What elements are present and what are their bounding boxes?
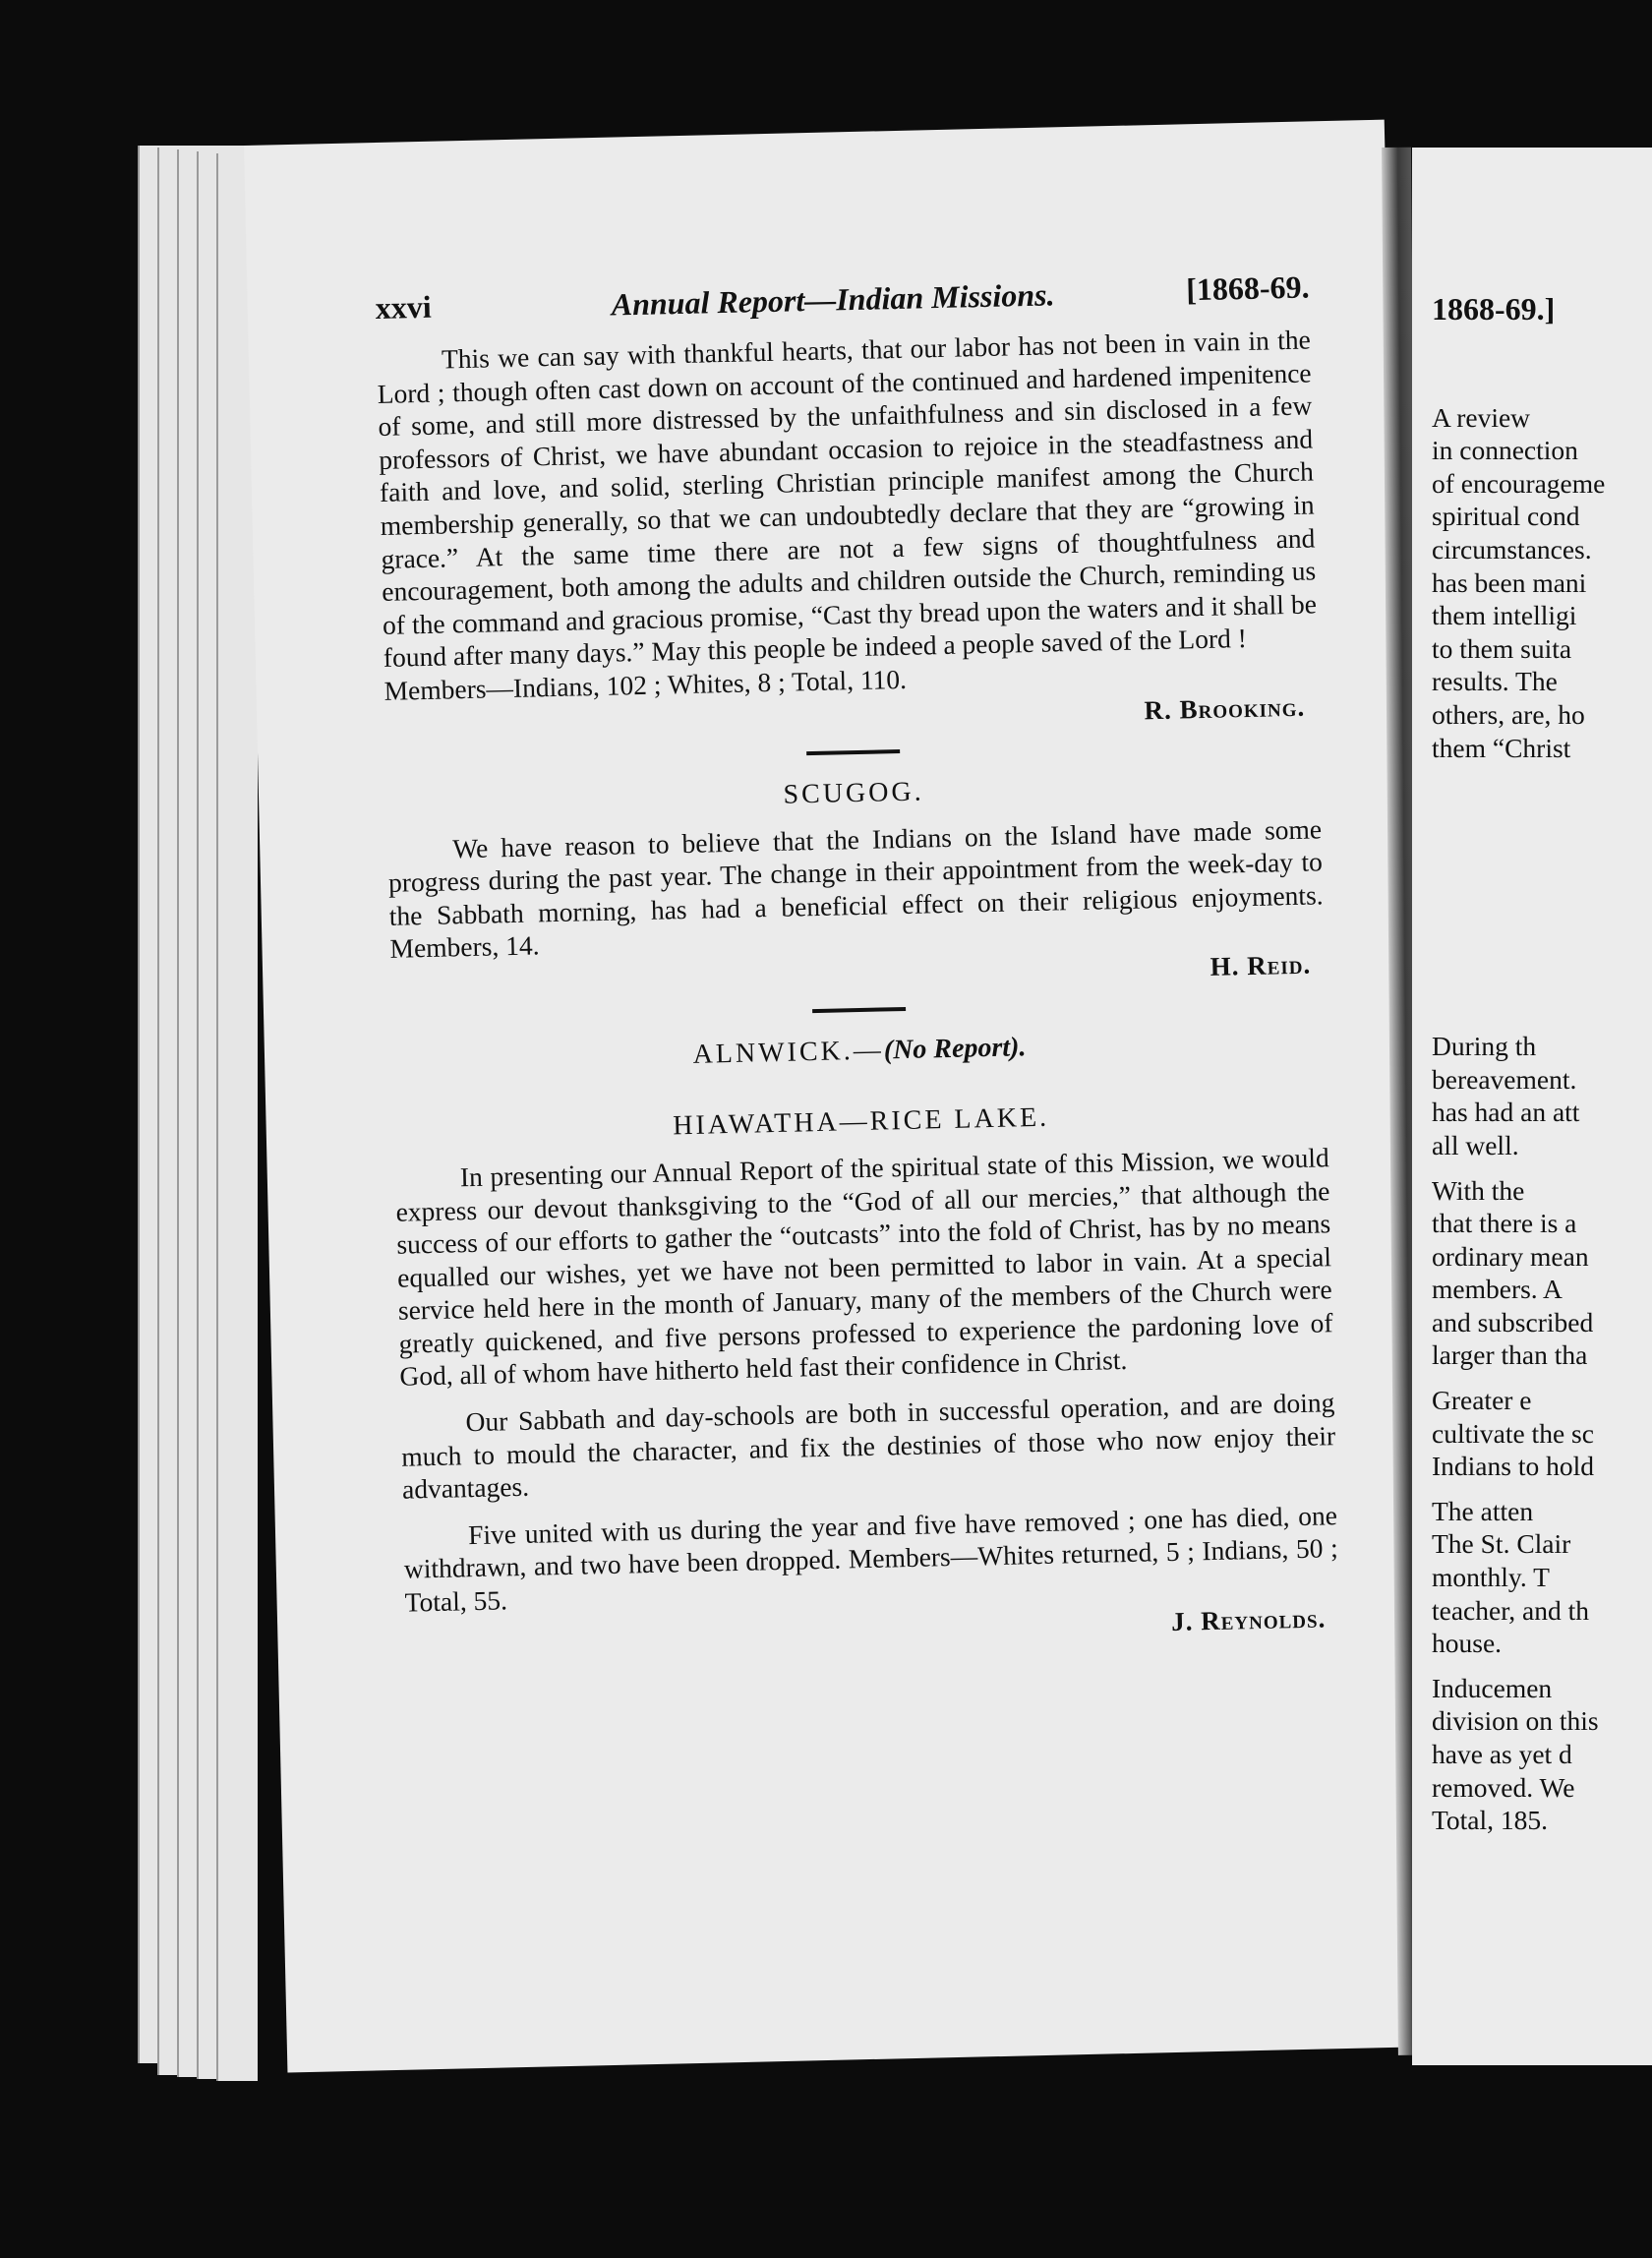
right-line: all well.	[1432, 1129, 1519, 1160]
page-body	[377, 323, 1340, 1658]
right-line: results. The	[1432, 666, 1558, 697]
right-line: has had an att	[1432, 1097, 1580, 1128]
paragraph: We have reason to believe that the Indians on the Island have made some progress during the past year. The change in their appointment from the week-day to the Sabbath morning, has had a beneficial effect on their religious enjoyments. Members, 14.	[387, 812, 1324, 965]
section-heading-note: (No Report).	[883, 1032, 1027, 1066]
right-line: have as yet d	[1432, 1739, 1572, 1769]
right-line: of encourageme	[1432, 467, 1606, 499]
right-line: others, are, ho	[1432, 698, 1585, 730]
right-running-year: 1868-69.]	[1432, 291, 1556, 327]
right-line: spiritual cond	[1432, 501, 1580, 532]
right-line: teacher, and th	[1432, 1594, 1589, 1626]
running-year: [1868-69.	[1185, 268, 1310, 308]
signature: H. Reid.	[1210, 949, 1312, 981]
right-line: them intelligi	[1432, 600, 1577, 631]
right-line: Total, 185.	[1432, 1805, 1548, 1836]
right-page-text	[1432, 293, 1652, 1837]
right-line: division on this	[1432, 1705, 1599, 1737]
paragraph: In presenting our Annual Report of the spiritual state of this Mission, we would express our devout thanksgiving to the “God of all our mercies,” that although the success of our efforts to gather the “outcasts” into the fold of Christ, has by no means equalled our wishes, yet we have not been permitted to labor in vain. At a special service held here in the month of January, many of the members of the Church were greatly quickened, and five persons professed to experience the pardoning love of God, all of whom have hitherto held fast their confidence in Christ.	[395, 1142, 1333, 1393]
paragraph: Our Sabbath and day-schools are both in successful operation, and are doing much to mould the character, and fix the destinies of those who now enjoy their advantages.	[400, 1387, 1336, 1505]
section-heading	[392, 1023, 1328, 1080]
right-line: larger than tha	[1432, 1339, 1588, 1371]
right-line: Greater e	[1432, 1385, 1532, 1416]
right-line: The atten	[1432, 1495, 1534, 1526]
members-line: Members—Indians, 102 ; Whites, 8 ; Total, 110.	[384, 663, 908, 706]
right-page	[1412, 148, 1652, 2065]
right-line: that there is a	[1432, 1208, 1577, 1239]
paragraph: Five united with us during the year and five have removed ; one has died, one withdrawn, and two have been dropped. Members—Whites returned, 5 ; Indians, 50 ; Total, 55.	[403, 1499, 1338, 1618]
right-line: circumstances.	[1432, 533, 1592, 564]
paragraph: This we can say with thankful hearts, that our labor has not been in vain in the Lord ; though often cast down on account of the continued and hardened impenitence of some, and still more distressed by the unfaithfulness and sin disclosed in a few professors of Christ, we have abundant occasion to rejoice in the steadfastness and faith and love, and solid, sterling Christian principle manifest among the Church membership generally, so that we can undoubtedly declare that they are “growing in grace.” At the same time there are not a few signs of thoughtfulness and encouragement, both among the adults and children outside the Church, reminding us of the command and gracious promise, “Cast thy bread upon the waters and it shall be found after many days.” May this people be indeed a people saved of the Lord !	[377, 324, 1318, 674]
right-line: to them suita	[1432, 632, 1572, 664]
right-line: members. A	[1432, 1274, 1563, 1305]
section-rule	[812, 1007, 906, 1013]
right-line: The St. Clair	[1432, 1528, 1571, 1560]
right-line: and subscribed	[1432, 1306, 1594, 1337]
right-line: removed. We	[1432, 1771, 1575, 1803]
right-line: Inducemen	[1432, 1672, 1553, 1703]
right-line: bereavement.	[1432, 1063, 1577, 1095]
section-heading-text: ALNWICK.—	[692, 1035, 885, 1070]
section-heading: HIAWATHA—RICE LAKE.	[672, 1101, 1050, 1142]
left-page	[244, 120, 1428, 2073]
section-rule	[806, 749, 900, 755]
right-line: has been mani	[1432, 566, 1587, 598]
right-line: With the	[1432, 1174, 1525, 1206]
section-heading: SCUGOG.	[783, 776, 924, 810]
right-line: During th	[1432, 1031, 1537, 1062]
signature: J. Reynolds.	[1170, 1603, 1327, 1636]
right-line: cultivate the sc	[1432, 1417, 1594, 1449]
right-line: ordinary mean	[1432, 1240, 1589, 1272]
right-line: in connection	[1432, 435, 1578, 466]
page-number: xxvi	[375, 288, 433, 327]
right-line: house.	[1432, 1628, 1503, 1659]
running-title: Annual Report—Indian Missions.	[611, 276, 1055, 323]
signature: R. Brooking.	[1144, 691, 1306, 725]
right-line: monthly. T	[1432, 1562, 1550, 1593]
right-line: A review	[1432, 401, 1531, 433]
right-line: Indians to hold	[1432, 1451, 1594, 1482]
right-line: them “Christ	[1432, 732, 1571, 763]
